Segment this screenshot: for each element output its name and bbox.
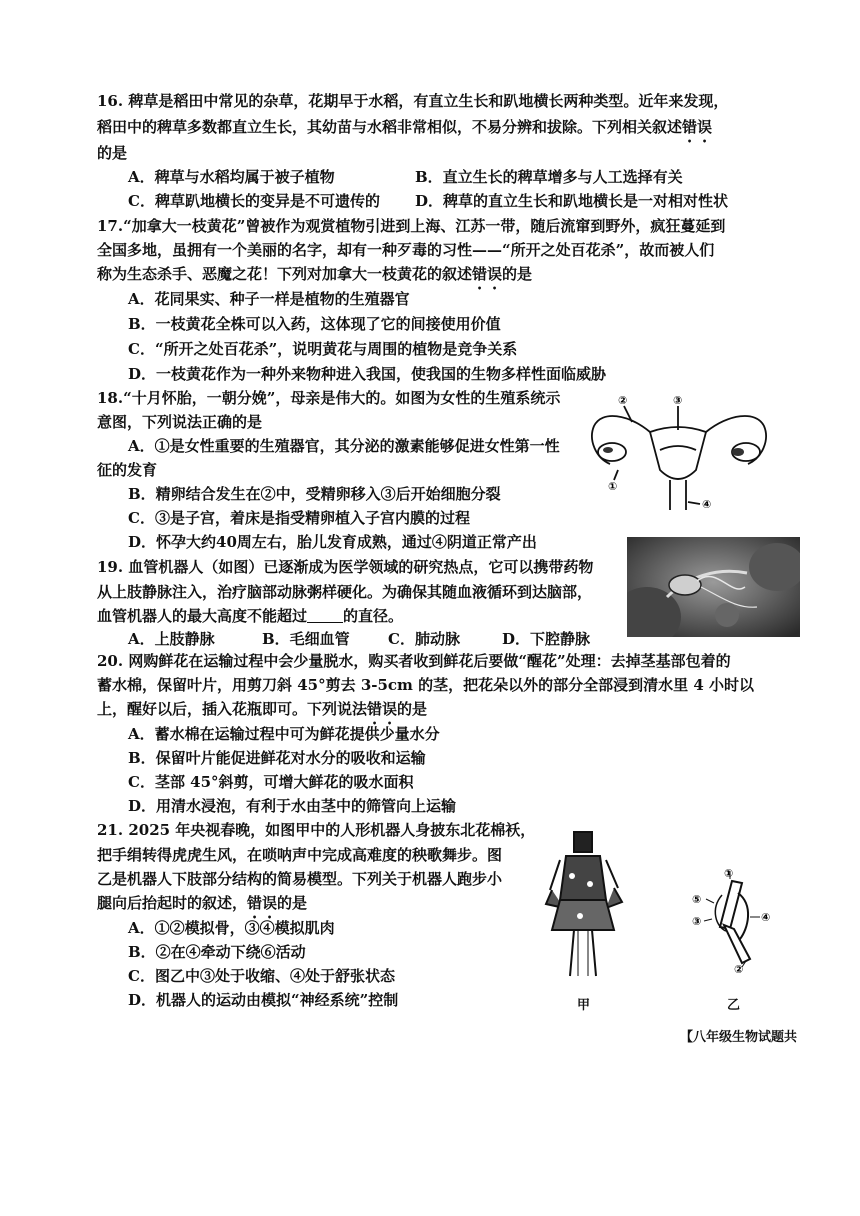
q17-stem-line2: 全国多地，虽拥有一个美丽的名字，却有一种歹毒的习性——“所开之处百花杀”，故而被人们: [97, 241, 715, 259]
page-footer: 【八年级生物试题共: [680, 1030, 798, 1045]
q20-stem-line2: 蓄水棉，保留叶片，用剪刀斜 45°剪去 3-5cm 的茎，把花朵以外的部分全部浸到清水里 4 小时以: [97, 676, 755, 694]
q21-option-c: C．图乙中③处于收缩、④处于舒张状态: [128, 967, 395, 985]
q19-option-c: C．肺动脉: [388, 630, 460, 648]
figure-label-yi: 乙: [727, 998, 741, 1013]
q17-stem-line3: 称为生态杀手、恶魔之花！下列对加拿大一枝黄花的叙述错误的是: [97, 265, 533, 283]
q21-option-b: B．②在④牵动下绕⑥活动: [128, 943, 306, 961]
q19-option-a: A．上肢静脉: [128, 630, 215, 648]
label-1: ①: [608, 480, 618, 493]
q17-option-b: B．一枝黄花全株可以入药，这体现了它的间接使用价值: [128, 315, 501, 333]
model-label-2: ②: [734, 963, 744, 975]
q20-option-b: B．保留叶片能促进鲜花对水分的吸收和运输: [128, 749, 426, 767]
q17-option-c: C．“所开之处百花杀”，说明黄花与周围的植物是竞争关系: [128, 340, 518, 358]
vessel-robot-photo: [627, 537, 800, 637]
figure-label-jia: 甲: [577, 998, 591, 1013]
q21-stem-line1: 21. 2025 年央视春晚，如图甲中的人形机器人身披东北花棉袄，: [97, 821, 536, 839]
q20-stem-line1: 20. 网购鲜花在运输过程中会少量脱水，购买者收到鲜花后要做“醒花”处理：去掉茎基部包着的: [97, 652, 731, 670]
q20-option-d: D．用清水浸泡，有利于水由茎中的筛管向上运输: [128, 797, 457, 815]
q17-stem-line1: 17.“加拿大一枝黄花”曾被作为观赏植物引进到上海、江苏一带，随后流窜到野外，疯狂蔓延到: [97, 217, 726, 235]
model-label-5: ⑤: [692, 893, 702, 906]
answer-blank: [307, 608, 343, 623]
model-label-3: ③: [692, 915, 702, 928]
q18-option-b: B．精卵结合发生在②中，受精卵移入③后开始细胞分裂: [128, 485, 501, 503]
q19-stem-line2: 从上肢静脉注入，治疗脑部动脉粥样硬化。为确保其随血液循环到达脑部，: [97, 583, 593, 601]
q16-emphasis-wrong: 错误: [682, 118, 713, 136]
q21-option-d: D．机器人的运动由模拟“神经系统”控制: [128, 991, 399, 1009]
model-label-4: ④: [761, 911, 771, 924]
label-3: ③: [673, 394, 683, 407]
q16-option-c: C．稗草趴地横长的变异是不可遗传的: [128, 192, 380, 210]
q19-option-b: B．毛细血管: [262, 630, 350, 648]
q17-option-a: A．花同果实、种子一样是植物的生殖器官: [128, 290, 410, 308]
robot-figure: [544, 830, 624, 980]
q21-option-a: A．①②模拟骨，③④模拟肌肉: [128, 919, 335, 937]
q18-stem-line2: 意图，下列说法正确的是: [97, 413, 263, 431]
q21-stem-line4: 腿向后抬起时的叙述，错误的是: [97, 894, 308, 912]
q18-stem-line1: 18.“十月怀胎，一朝分娩”，母亲是伟大的。如图为女性的生殖系统示: [97, 389, 561, 407]
q19-stem-line3: 血管机器人的最大高度不能超过 的直径。: [97, 607, 404, 625]
label-2: ②: [618, 394, 628, 407]
q18-option-c: C．③是子宫，着床是指受精卵植入子宫内膜的过程: [128, 509, 470, 527]
q20-stem-line3: 上，醒好以后，插入花瓶即可。下列说法错误的是: [97, 700, 428, 718]
q16-option-b: B．直立生长的稗草增多与人工选择有关: [415, 168, 683, 186]
q19-stem-line1: 19. 血管机器人（如图）已逐渐成为医学领域的研究热点，它可以携带药物: [97, 558, 594, 576]
reproductive-system-diagram: [588, 392, 772, 520]
leg-model-figure: [684, 865, 784, 975]
q20-option-a: A．蓄水棉在运输过程中可为鲜花提供少量水分: [128, 725, 440, 743]
q16-option-a: A．稗草与水稻均属于被子植物: [128, 168, 335, 186]
q18-option-a-line2: 征的发育: [97, 461, 158, 479]
q16-option-d: D．稗草的直立生长和趴地横长是一对相对性状: [415, 192, 729, 210]
q18-option-a-line1: A．①是女性重要的生殖器官，其分泌的激素能够促进女性第一性: [128, 437, 560, 455]
q19-option-d: D．下腔静脉: [502, 630, 591, 648]
q21-stem-line2: 把手绢转得虎虎生风，在唢呐声中完成高难度的秧歌舞步。图: [97, 846, 503, 864]
q21-stem-line3: 乙是机器人下肢部分结构的简易模型。下列关于机器人跑步小: [97, 870, 503, 888]
q16-stem-line1: 16. 稗草是稻田中常见的杂草，花期早于水稻，有直立生长和趴地横长两种类型。近年来发现，: [97, 92, 729, 110]
q20-option-c: C．茎部 45°斜剪，可增大鲜花的吸水面积: [128, 773, 414, 791]
q16-stem-line3: 的是: [97, 144, 128, 162]
q21-emphasis-wrong: 错误: [247, 894, 278, 912]
q17-option-d: D．一枝黄花作为一种外来物种进入我国，使我国的生物多样性面临威胁: [128, 365, 607, 383]
q17-emphasis-wrong: 错误: [472, 265, 503, 283]
model-label-1: ①: [724, 867, 734, 880]
q20-emphasis-wrong: 错误: [367, 700, 398, 718]
q16-stem-line2: 稻田中的稗草多数都直立生长，其幼苗与水稻非常相似，不易分辨和拔除。下列相关叙述错误: [97, 118, 713, 136]
q18-option-d: D．怀孕大约40周左右，胎儿发育成熟，通过④阴道正常产出: [128, 533, 537, 551]
label-4: ④: [702, 498, 712, 511]
